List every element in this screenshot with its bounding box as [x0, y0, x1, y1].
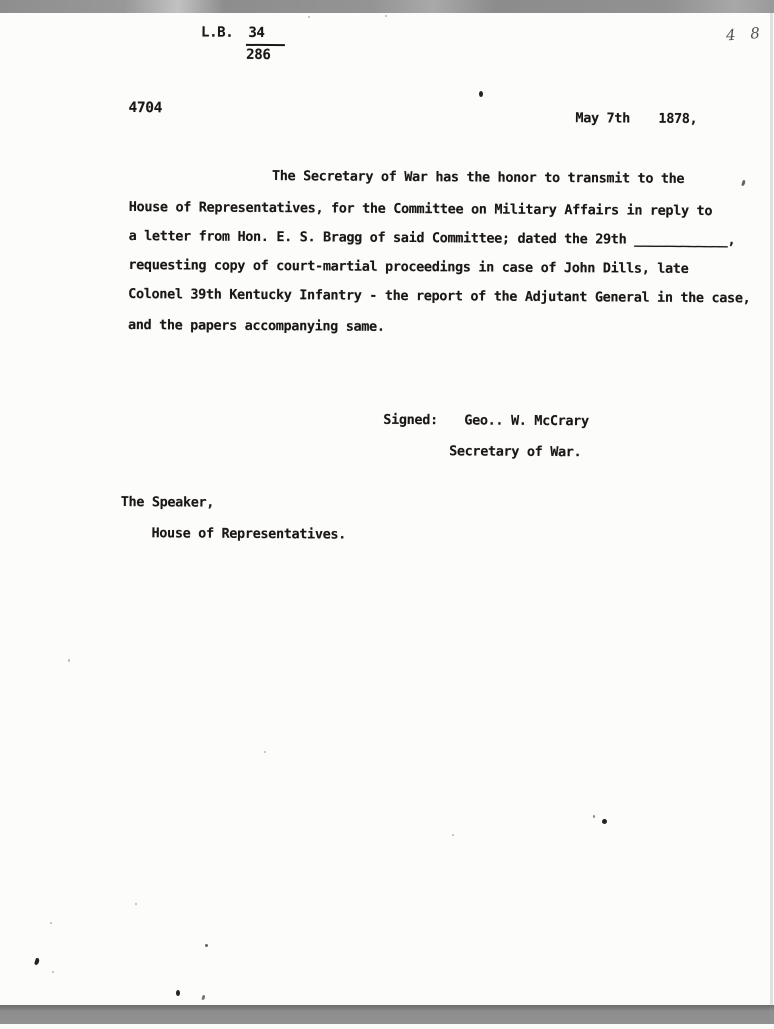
signed-label: Signed: [383, 411, 438, 429]
dust-speck [308, 16, 310, 18]
file-reference-numerator: 34 [246, 25, 284, 46]
dust-speck [385, 15, 387, 17]
file-reference-label: L.B. [200, 24, 234, 41]
pencil-page-number: 4 8 [725, 23, 766, 45]
letter-body-line-5: Colonel 39th Kentucky Infantry - the report of the Adjutant General in the case, [128, 286, 751, 307]
dust-speck [68, 659, 70, 662]
dust-speck [452, 834, 454, 836]
ink-speck [593, 815, 595, 818]
signed-name: Geo.. W. McCrary [464, 412, 589, 430]
addressee-house: House of Representatives. [151, 525, 347, 543]
ink-speck [176, 990, 180, 996]
letter-body-line-4: requesting copy of court-martial proceedings in case of John Dills, late [128, 257, 689, 277]
file-reference-stamp [201, 25, 285, 65]
ink-speck [602, 819, 607, 824]
dust-speck [52, 971, 54, 973]
date-year: 1878, [658, 110, 698, 128]
file-reference-fraction [246, 25, 284, 64]
dust-speck [264, 751, 266, 753]
dust-speck [135, 903, 137, 905]
file-reference-denominator: 286 [246, 46, 271, 63]
ink-speck [479, 91, 483, 97]
ink-speck [205, 944, 208, 947]
date-day: May 7th [575, 110, 630, 127]
letter-body-line-1: The Secretary of War has the honor to transmit to the [271, 168, 685, 187]
letter-body-line-3: a letter from Hon. E. S. Bragg of said Committee; dated the 29th ____________, [128, 228, 736, 249]
letter-body-line-6: and the papers accompanying same. [127, 317, 385, 335]
document-number: 4704 [128, 100, 163, 117]
dust-speck [50, 922, 52, 924]
letter-body-line-2: House of Representatives, for the Committee on Military Affairs in reply to [128, 199, 713, 220]
signed-title: Secretary of War. [449, 443, 582, 461]
addressee-speaker: The Speaker, [120, 494, 215, 511]
